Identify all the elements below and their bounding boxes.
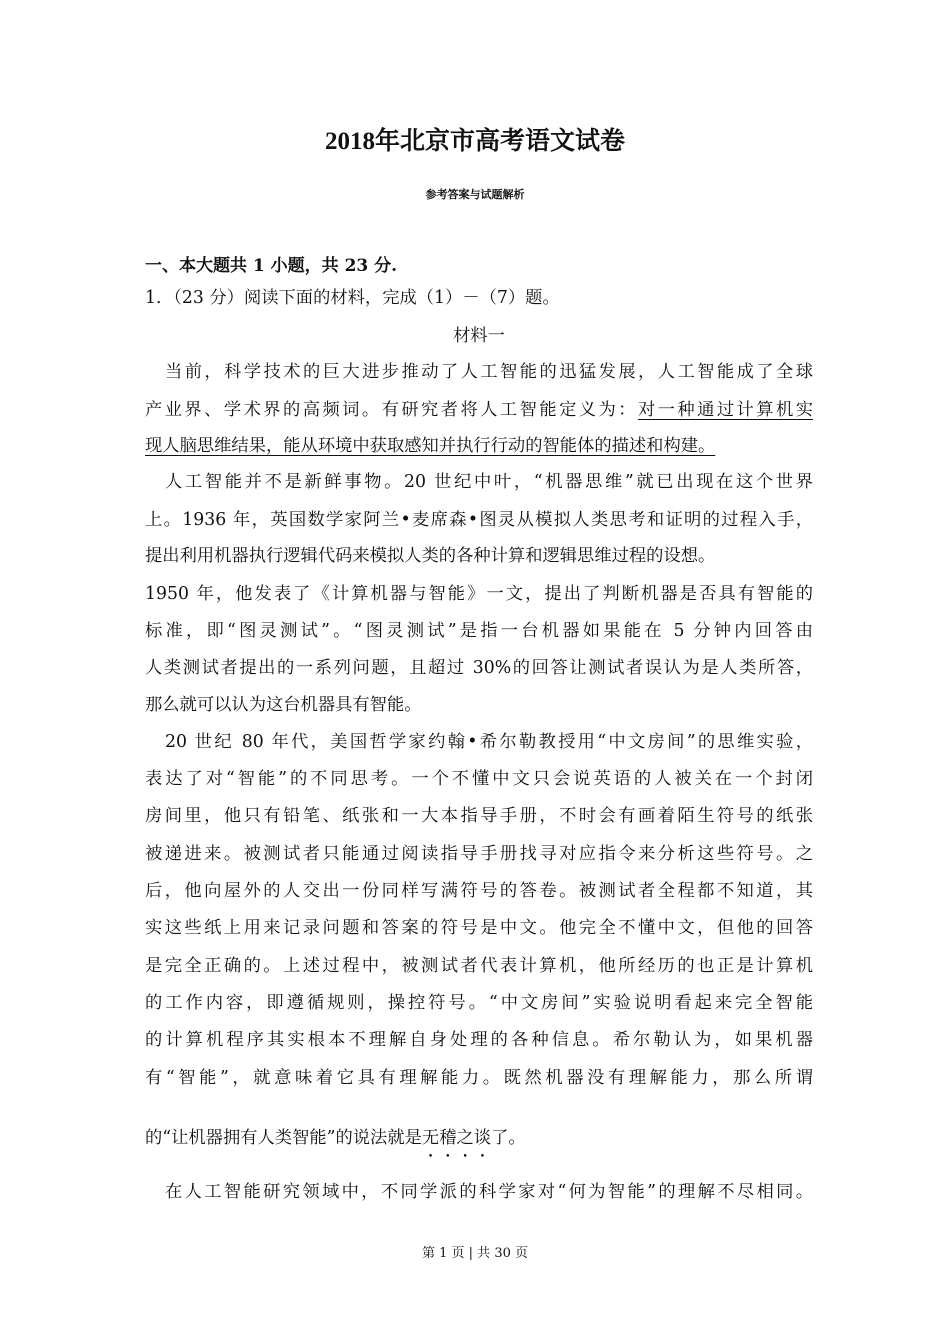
paragraph-3-line-11-end: 了。 — [491, 1128, 526, 1148]
paragraph-3-line-11 — [145, 1124, 813, 1152]
paragraph-2-line-5: 标准，即“图灵测试”。“图灵测试”是指一台机器如果能在 5 分钟内回答由 — [145, 621, 813, 641]
paragraph-3-line-2: 表达了对“智能”的不同思考。一个不懂中文只会说英语的人被关在一个封闭 — [145, 769, 813, 789]
question-intro: 1．（23 分）阅读下面的材料，完成（1）－（7）题。 — [145, 288, 560, 308]
paragraph-1-line-1: 当前，科学技术的巨大进步推动了人工智能的迅猛发展，人工智能成了全球 — [165, 362, 813, 382]
paragraph-3-line-4: 被递进来。被测试者只能通过阅读指导手册找寻对应指令来分析这些符号。之 — [145, 844, 813, 864]
paragraph-2-line-2: 上。1936 年，英国数学家阿兰•麦席森•图灵从模拟人类思考和证明的过程入手， — [145, 510, 813, 530]
paragraph-2-line-4: 1950 年，他发表了《计算机器与智能》一文，提出了判断机器是否具有智能的 — [145, 584, 813, 604]
page-title: 2018年北京市高考语文试卷 — [324, 128, 625, 155]
paragraph-3-line-7: 是完全正确的。上述过程中，被测试者代表计算机，他所经历的也正是计算机 — [145, 956, 813, 976]
emphasized-char: 稽 — [439, 1128, 457, 1148]
paragraph-3-line-6: 实这些纸上用来记录问题和答案的符号是中文。他完全不懂中文，但他的回答 — [145, 918, 813, 938]
paragraph-1-line-2 — [145, 396, 813, 424]
underlined-definition-part-2: 现人脑思维结果，能从环境中获取感知并执行行动的智能体的描述和构建。 — [145, 436, 716, 456]
paragraph-1-line-2-text: 产业界、学术界的高频词。有研究者将人工智能定义为： — [145, 400, 638, 420]
paragraph-4-line-1: 在人工智能研究领域中，不同学派的科学家对“何为智能”的理解不尽相同。 — [165, 1182, 813, 1202]
paragraph-3-line-10: 有“智能”，就意味着它具有理解能力。既然机器没有理解能力，那么所谓 — [145, 1068, 813, 1088]
section-heading: 一、本大题共 1 小题，共 23 分. — [145, 256, 398, 276]
emphasized-char: 之 — [456, 1128, 474, 1148]
page-footer: 第 1 页 | 共 30 页 — [422, 1246, 528, 1261]
emphasized-char: 无 — [421, 1128, 440, 1148]
paragraph-3-line-5: 后，他向屋外的人交出一份同样写满符号的答卷。被测试者全程都不知道，其 — [145, 881, 813, 901]
paragraph-3-line-9: 的计算机程序其实根本不理解自身处理的各种信息。希尔勒认为，如果机器 — [145, 1030, 813, 1050]
material-label: 材料一 — [453, 326, 505, 346]
paragraph-3-line-11-text: 的“让机器拥有人类智能”的说法就是 — [145, 1128, 422, 1148]
page-subtitle: 参考答案与试题解析 — [425, 188, 525, 201]
paragraph-1-line-3 — [145, 432, 813, 460]
paragraph-3-line-3: 房间里，他只有铅笔、纸张和一大本指导手册，不时会有画着陌生符号的纸张 — [145, 806, 813, 826]
paragraph-2-line-7: 那么就可以认为这台机器具有智能。 — [145, 695, 422, 715]
paragraph-2-line-3: 提出利用机器执行逻辑代码来模拟人类的各种计算和逻辑思维过程的设想。 — [145, 546, 716, 566]
paragraph-2-line-6: 人类测试者提出的一系列问题，且超过 30%的回答让测试者误认为是人类所答， — [145, 658, 813, 678]
paragraph-3-line-8: 的工作内容，即遵循规则，操控符号。“中文房间”实验说明看起来完全智能 — [145, 993, 813, 1013]
emphasized-char: 谈 — [473, 1128, 492, 1148]
underlined-definition-part-1: 对一种通过计算机实 — [637, 400, 813, 420]
paragraph-2-line-1: 人工智能并不是新鲜事物。20 世纪中叶，“机器思维”就已出现在这个世界 — [165, 472, 813, 492]
paragraph-3-line-1: 20 世纪 80 年代，美国哲学家约翰•希尔勒教授用“中文房间”的思维实验， — [165, 732, 813, 752]
